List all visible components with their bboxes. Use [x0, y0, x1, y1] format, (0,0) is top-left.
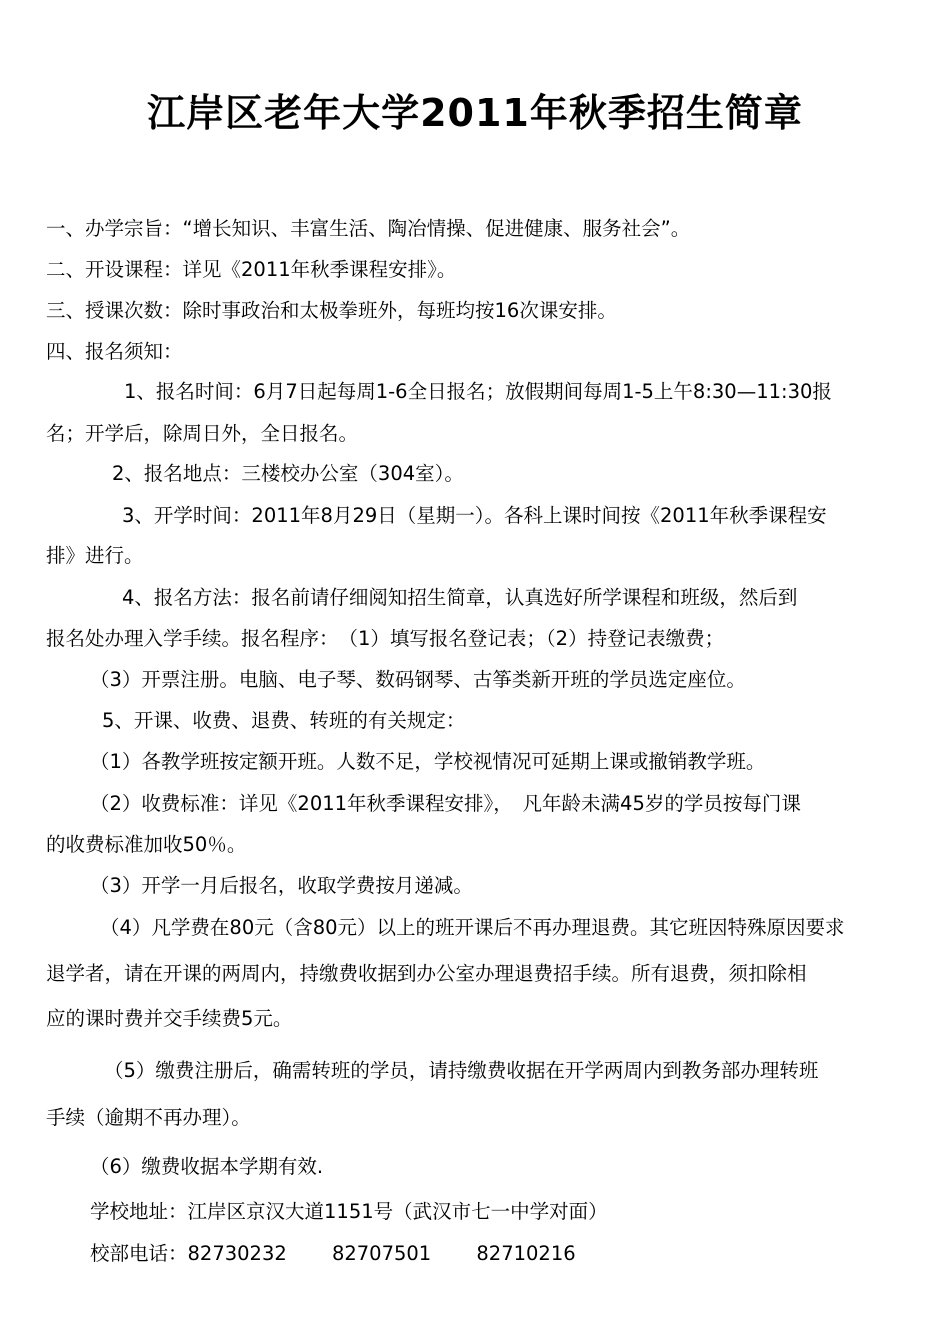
text-line-rule-1: （1）各教学班按定额开班。人数不足，学校视情况可延期上课或撤销教学班。: [90, 750, 766, 773]
text-line-rule-4-cont: 退学者，请在开课的两周内，持缴费收据到办公室办理退费招手续。所有退费，须扣除相: [46, 962, 807, 985]
text-line-registration-place: 2、报名地点：三楼校办公室（304室）。: [112, 462, 464, 485]
text-line-registration-procedure-cont: （3）开票注册。电脑、电子琴、数码钢琴、古筝类新开班的学员选定座位。: [90, 668, 746, 691]
text-line-registration-procedure: 报名处办理入学手续。报名程序： （1）填写报名登记表；（2）持登记表缴费；: [46, 627, 725, 650]
text-line-courses: 二、开设课程：详见《2011年秋季课程安排》。: [46, 258, 457, 281]
text-line-registration-time: 1、报名时间：6月7日起每周1-6全日报名；放假期间每周1-5上午8:30—11:30报: [124, 380, 832, 403]
text-line-registration-method: 4、报名方法：报名前请仔细阅知招生简章，认真选好所学课程和班级，然后到: [122, 586, 798, 609]
text-line-rule-4-cont2: 应的课时费并交手续费5元。: [46, 1007, 293, 1030]
text-line-address: 学校地址：江岸区京汉大道1151号（武汉市七一中学对面）: [90, 1200, 608, 1223]
text-line-rule-5: （5）缴费注册后，确需转班的学员，请持缴费收据在开学两周内到教务部办理转班: [104, 1059, 819, 1082]
text-line-rules-heading: 5、开课、收费、退费、转班的有关规定：: [102, 709, 466, 732]
text-line-start-date-cont: 排》进行。: [46, 544, 144, 567]
text-line-rule-2: （2）收费标准：详见《2011年秋季课程安排》， 凡年龄未满45岁的学员按每门课: [90, 792, 801, 815]
text-line-rule-2-cont: 的收费标准加收50％。: [46, 833, 247, 856]
text-line-phone: 校部电话：82730232 82707501 82710216: [90, 1242, 576, 1265]
text-line-rule-4: （4）凡学费在80元（含80元）以上的班开课后不再办理退费。其它班因特殊原因要求: [100, 916, 845, 939]
text-line-rule-5-cont: 手续（逾期不再办理）。: [46, 1106, 251, 1129]
text-line-rule-3: （3）开学一月后报名，收取学费按月递减。: [90, 874, 473, 897]
text-line-purpose: 一、办学宗旨：“增长知识、丰富生活、陶冶情操、促进健康、服务社会”。: [46, 217, 691, 240]
text-line-registration-time-cont: 名；开学后，除周日外，全日报名。: [46, 422, 359, 445]
page-title: 江岸区老年大学2011年秋季招生简章: [147, 91, 803, 135]
text-line-rule-6: （6）缴费收据本学期有效.: [90, 1155, 324, 1178]
text-line-start-date: 3、开学时间：2011年8月29日（星期一）。各科上课时间按《2011年秋季课程安: [122, 504, 827, 527]
text-line-sessions: 三、授课次数：除时事政治和太极拳班外，每班均按16次课安排。: [46, 299, 617, 322]
text-line-notice-heading: 四、报名须知：: [46, 340, 183, 363]
